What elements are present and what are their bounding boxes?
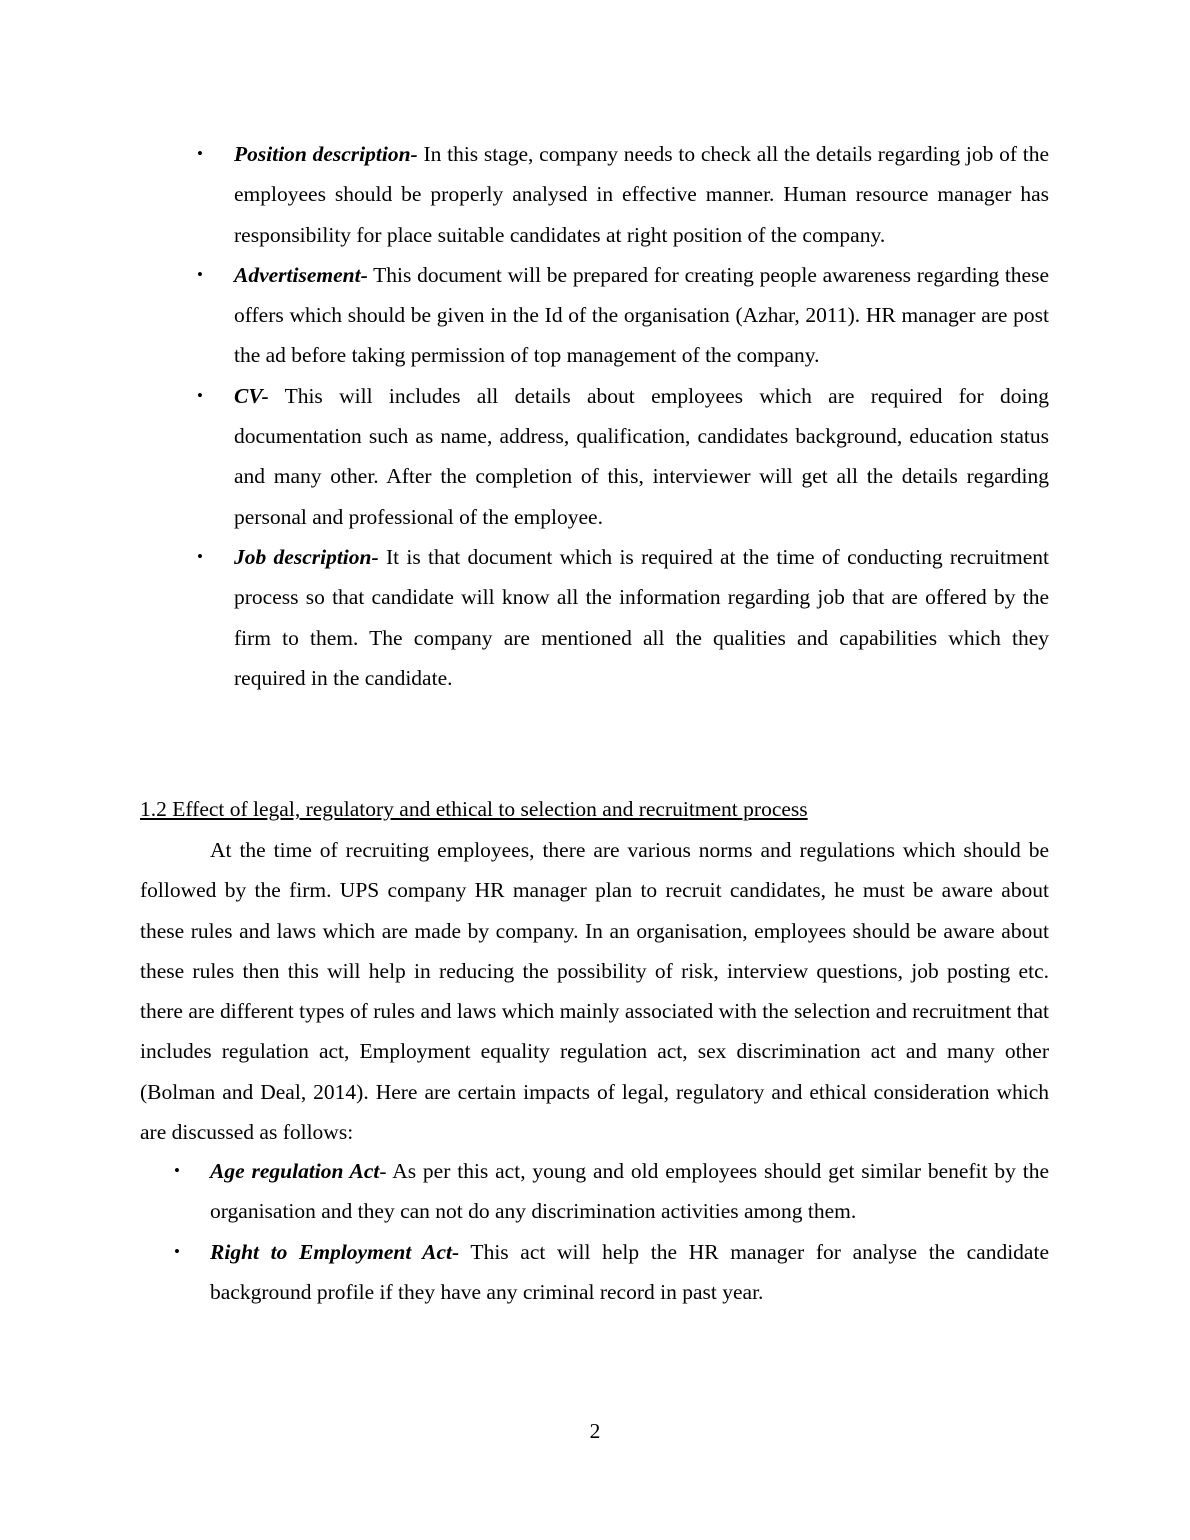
list-item-text: In this stage, company needs to check all the details regarding job of the employees should be properly analysed in effective manner. Human resource manager has responsibility for place suitable candidates at right position of the company.: [234, 142, 1049, 247]
list-item-term: Position description-: [234, 142, 418, 166]
list-item-text: It is that document which is required at the time of conducting recruitment process so that candidate will know all the information regarding job that are offered by the firm to them. The company are mentioned all the qualities and capabilities which they required in the candidate.: [234, 544, 1049, 690]
bullet-icon: •: [197, 264, 203, 284]
body-paragraph: At the time of recruiting employees, there are various norms and regulations which should be followed by the firm. UPS company HR manager plan to recruit candidates, he must be aware about these rules and laws which are made by company. In an organisation, employees should be aware about these rules then this will help in reducing the possibility of risk, interview questions, job posting etc. there are different types of rules and laws which mainly associated with the selection and recruitment that includes regulation act, Employment equality regulation act, sex discrimination act and many other (Bolman and Deal, 2014). Here are certain impacts of legal, regulatory and ethical consideration which are discussed as follows:: [140, 838, 1049, 1145]
section-heading: 1.2 Effect of legal, regulatory and ethical to selection and recruitment process: [140, 797, 808, 821]
list-item-text: This document will be prepared for creating people awareness regarding these offers which should be given in the Id of the organisation (Azhar, 2011). HR manager are post the ad before taking permission of top management of the company.: [234, 262, 1049, 368]
list-item-term: Advertisement-: [234, 262, 368, 287]
list-item-term: Job description-: [234, 544, 379, 569]
page-number: 2: [589, 1419, 601, 1443]
bullet-list-documents: [140, 134, 1049, 698]
list-item-text: - As per this act, young and old employees should get similar benefit by the organisation and they can not do any discrimination activities among them.: [210, 1159, 1049, 1224]
list-item-term: Age regulation Act: [210, 1159, 380, 1183]
list-item: [140, 134, 1049, 255]
bullet-icon: •: [174, 1161, 180, 1180]
bullet-icon: •: [197, 385, 203, 405]
list-item: [140, 1151, 1049, 1232]
bullet-icon: •: [197, 144, 203, 163]
list-item-text: This will includes all details about employees which are required for doing documentation such as name, address, qualification, candidates background, education status and many other. After the completion of this, interviewer will get all the details regarding personal and professional of the employee.: [234, 383, 1049, 529]
bullet-list-acts: [140, 1151, 1049, 1312]
list-item: [140, 376, 1049, 537]
list-item: [140, 537, 1049, 698]
list-item: [140, 1232, 1049, 1313]
list-item: [140, 255, 1049, 376]
list-item-term: CV-: [234, 383, 269, 408]
list-item-text: This act will help the HR manager for analyse the candidate background profile if they have any criminal record in past year.: [210, 1239, 1049, 1304]
list-item-term: Right to Employment Act-: [210, 1239, 460, 1264]
bullet-icon: •: [197, 546, 203, 566]
bullet-icon: •: [174, 1241, 180, 1261]
